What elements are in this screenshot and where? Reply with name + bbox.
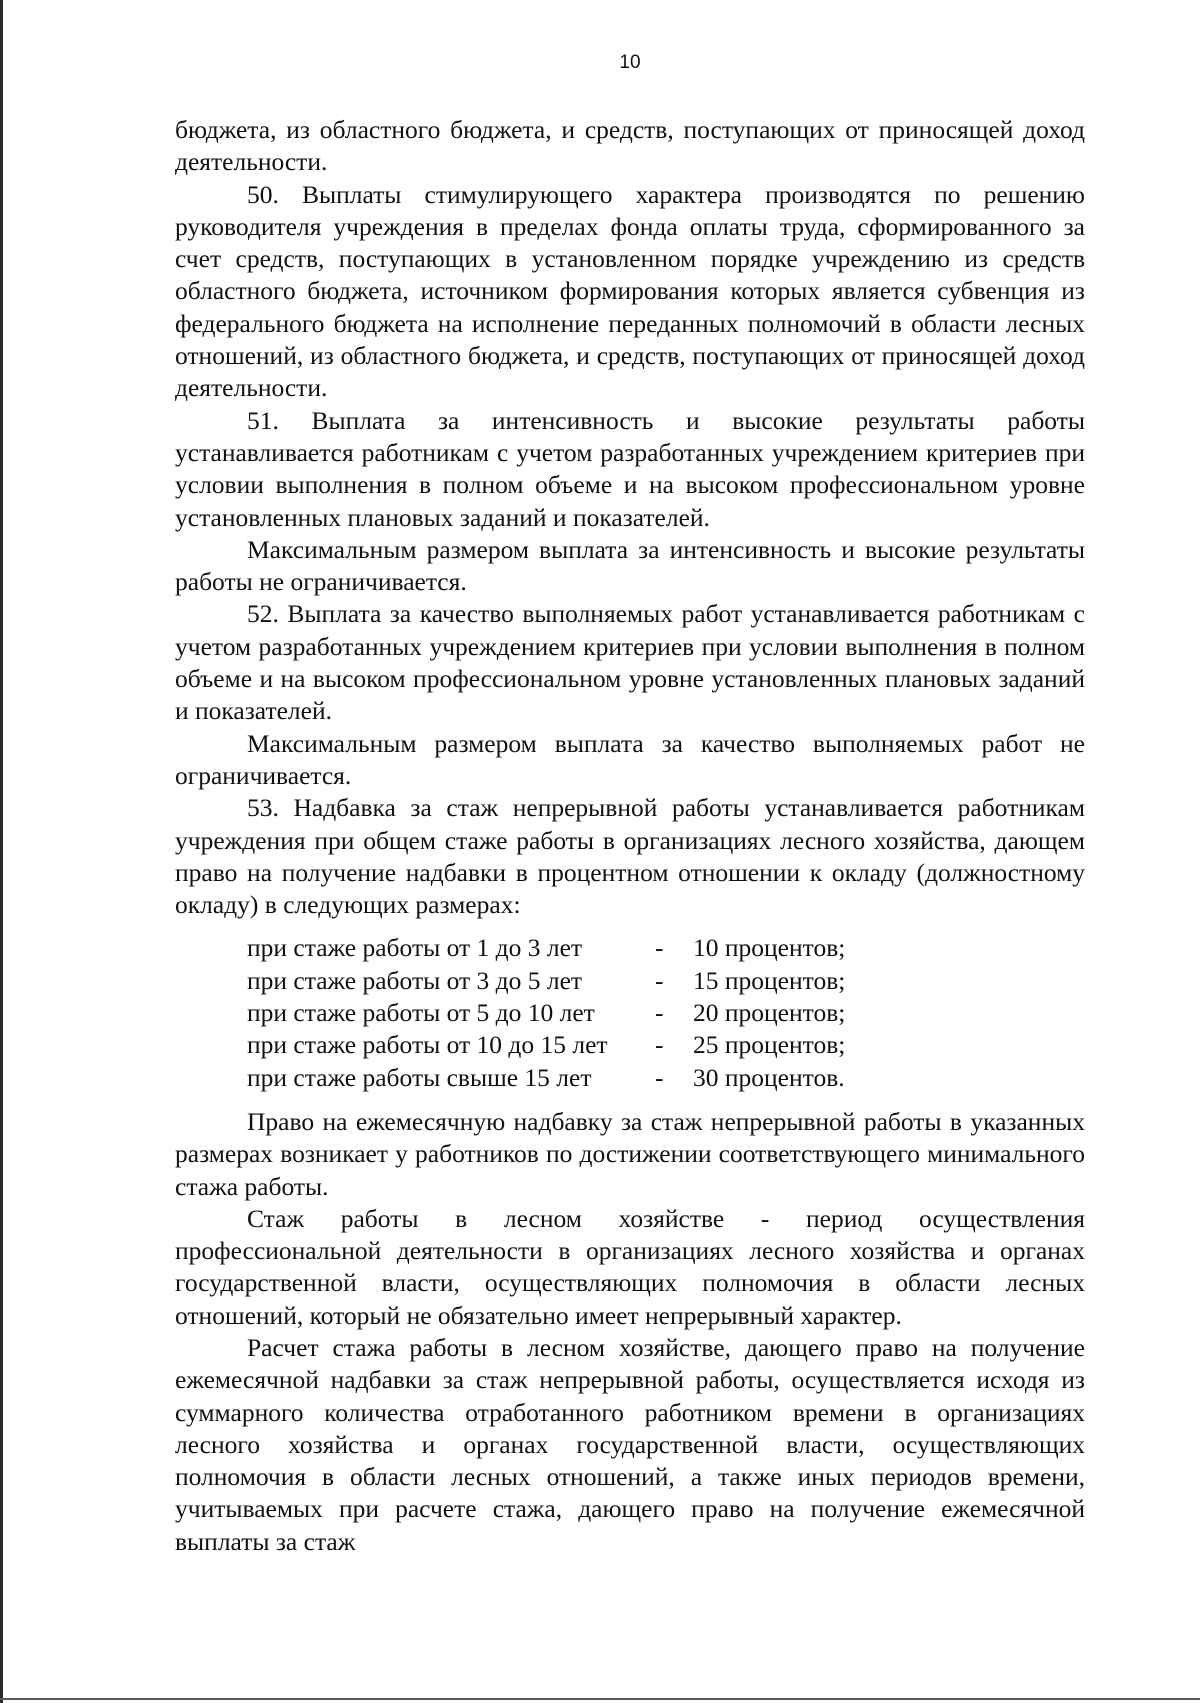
seniority-dash: -: [655, 998, 664, 1028]
seniority-percent: 15 процентов;: [693, 965, 846, 995]
paragraph-right-to-bonus: Право на ежемесячную надбавку за стаж непрерывной работы в указанных размерах возникает у работников по достижении соответствующего минимального стажа работы.: [175, 1106, 1085, 1201]
seniority-condition: при стаже работы свыше 15 лет: [247, 1062, 592, 1092]
seniority-percent: 30 процентов.: [693, 1062, 845, 1092]
paragraph-forestry-seniority-definition: Стаж работы в лесном хозяйстве - период осуществления профессиональной деятельности в организациях лесного хозяйства и органах государственной власти, осуществляющих полномочия в области лесных отношений, который не обязательно имеет непрерывный характер.: [175, 1203, 1085, 1330]
seniority-condition: при стаже работы от 10 до 15 лет: [247, 1030, 608, 1060]
table-row: [247, 1029, 845, 1061]
page-number: 10: [619, 52, 641, 73]
paragraph-53-seniority-bonus: 53. Надбавка за стаж непрерывной работы устанавливается работникам учреждения при общем стаже работы в организациях лесного хозяйства, дающем право на получение надбавки в процентном отношении к окладу (должностному окладу) в следующих размерах:: [175, 793, 1085, 920]
seniority-condition: при стаже работы от 1 до 3 лет: [247, 933, 583, 963]
seniority-dash: -: [655, 1030, 664, 1060]
table-row: [247, 1062, 845, 1094]
seniority-dash: -: [655, 1062, 664, 1092]
paragraph-seniority-calculation: Расчет стажа работы в лесном хозяйстве, дающего право на получение ежемесячной надбавки за стаж непрерывной работы, осуществляется исходя из суммарного количества отработанного работником времени в организациях лесного хозяйства и органах государственной власти, осуществляющих полномочия в области лесных отношений, а также иных периодов времени, учитываемых при расчете стажа, дающего право на получение ежемесячной выплаты за стаж: [175, 1332, 1085, 1556]
seniority-rates-table: [247, 932, 845, 1093]
document-body: [175, 114, 1085, 1558]
paragraph-52-quality-bonus: 52. Выплата за качество выполняемых работ устанавливается работникам с учетом разработанных учреждением критериев при условии выполнения в полном объеме и на высоком профессиональном уровне установленных плановых заданий и показателей.: [175, 599, 1085, 726]
scan-bottom-edge: [0, 1698, 1200, 1700]
table-row: [247, 997, 845, 1029]
seniority-percent: 10 процентов;: [693, 933, 846, 963]
paragraph-51-max-size: Максимальным размером выплата за интенсивность и высокие результаты работы не ограничивается.: [175, 534, 1085, 597]
seniority-dash: -: [655, 965, 664, 995]
paragraph-budget-continuation: бюджета, из областного бюджета, и средств, поступающих от приносящей доход деятельности.: [175, 115, 1085, 177]
seniority-condition: при стаже работы от 5 до 10 лет: [247, 998, 595, 1028]
table-row: [247, 932, 845, 964]
paragraph-51-intensity-bonus: 51. Выплата за интенсивность и высокие результаты работы устанавливается работникам с учетом разработанных учреждением критериев при условии выполнения в полном объеме и на высоком профессиональном уровне установленных плановых заданий и показателей.: [175, 405, 1085, 532]
seniority-percent: 20 процентов;: [693, 998, 846, 1028]
seniority-dash: -: [655, 933, 664, 963]
scan-left-edge: [0, 0, 3, 1703]
paragraph-50-incentive-payments: 50. Выплаты стимулирующего характера производятся по решению руководителя учреждения в пределах фонда оплаты труда, сформированного за счет средств, поступающих в установленном порядке учреждению из средств областного бюджета, источником формирования которых является субвенция из федерального бюджета на исполнение переданных полномочий в области лесных отношений, из областного бюджета, и средств, поступающих от приносящей доход деятельности.: [175, 179, 1085, 403]
table-row: [247, 965, 845, 997]
seniority-percent: 25 процентов;: [693, 1030, 846, 1060]
seniority-condition: при стаже работы от 3 до 5 лет: [247, 965, 583, 995]
paragraph-52-max-size: Максимальным размером выплата за качество выполняемых работ не ограничивается.: [175, 728, 1085, 790]
